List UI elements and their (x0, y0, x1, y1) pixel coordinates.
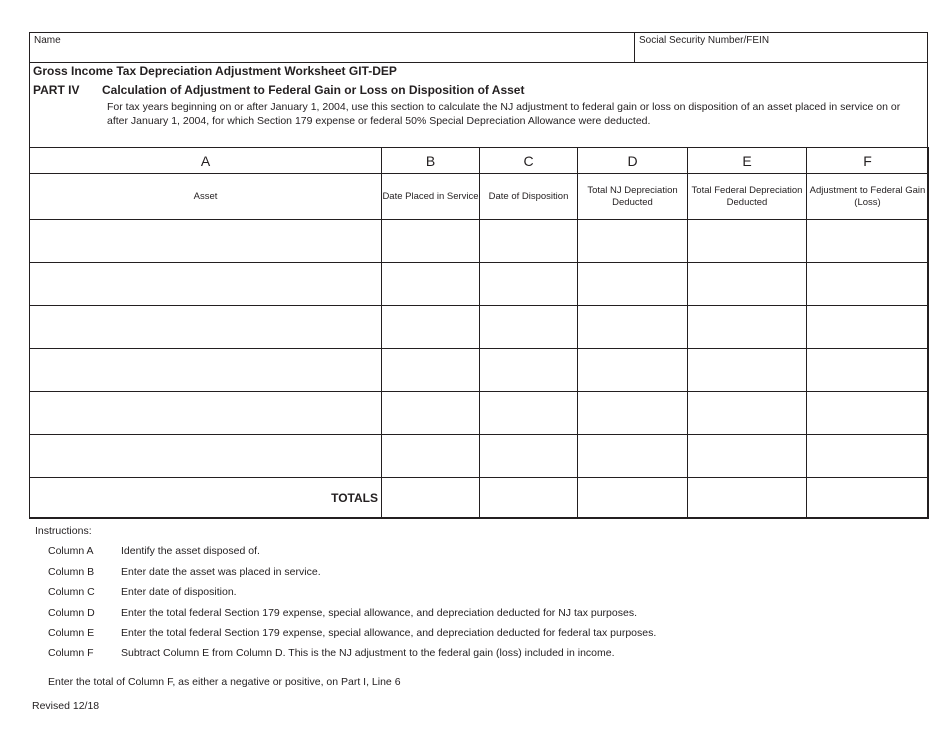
federal-depreciation-cell[interactable] (688, 349, 807, 392)
instructions-heading: Instructions: (35, 525, 92, 537)
date-disposition-cell[interactable] (480, 435, 578, 478)
instruction-column: Column B (48, 566, 95, 578)
asset-cell[interactable] (30, 392, 382, 435)
date-placed-cell[interactable] (382, 220, 480, 263)
adjustment-cell[interactable] (807, 263, 929, 306)
table-row (30, 306, 929, 349)
column-letter-row (30, 148, 929, 174)
instruction-item (48, 586, 237, 598)
federal-depreciation-cell[interactable] (688, 263, 807, 306)
instruction-item (48, 545, 260, 557)
totals-row (30, 478, 929, 519)
date-placed-cell[interactable] (382, 392, 480, 435)
column-letter-d: D (578, 148, 688, 174)
asset-cell[interactable] (30, 349, 382, 392)
instruction-text: Enter date the asset was placed in service. (121, 566, 321, 578)
date-disposition-cell[interactable] (480, 306, 578, 349)
instruction-column: Column D (48, 607, 95, 619)
instruction-text: Enter date of disposition. (121, 586, 237, 598)
revision-date: Revised 12/18 (32, 700, 100, 712)
name-row (30, 33, 927, 63)
table-row (30, 220, 929, 263)
instruction-item (48, 607, 637, 619)
ssn-label: Social Security Number/FEIN (639, 35, 770, 46)
totals-date-disposition-cell[interactable] (480, 478, 578, 519)
instruction-text: Subtract Column E from Column D. This is the NJ adjustment to the federal gain (loss) included in income. (121, 647, 615, 659)
federal-depreciation-cell[interactable] (688, 306, 807, 349)
date-disposition-cell[interactable] (480, 349, 578, 392)
adjustment-cell[interactable] (807, 220, 929, 263)
date-placed-cell[interactable] (382, 349, 480, 392)
date-disposition-cell[interactable] (480, 220, 578, 263)
adjustment-cell[interactable] (807, 392, 929, 435)
part-label: PART IV (33, 83, 80, 97)
totals-adjustment-cell[interactable] (807, 478, 929, 519)
column-header-date-placed: Date Placed in Service (382, 174, 480, 220)
adjustment-cell[interactable] (807, 435, 929, 478)
column-header-nj-depreciation: Total NJ Depreciation Deducted (578, 174, 688, 220)
name-label: Name (34, 35, 61, 46)
instruction-item (48, 627, 656, 639)
asset-cell[interactable] (30, 220, 382, 263)
instruction-column: Column A (48, 545, 94, 557)
instruction-text: Enter the total federal Section 179 expense, special allowance, and depreciation deducted for NJ tax purposes. (121, 607, 637, 619)
instruction-text: Enter the total federal Section 179 expense, special allowance, and depreciation deducted for federal tax purposes. (121, 627, 657, 639)
adjustment-cell[interactable] (807, 306, 929, 349)
date-placed-cell[interactable] (382, 435, 480, 478)
instruction-item (48, 647, 615, 659)
totals-nj-depreciation-cell[interactable] (578, 478, 688, 519)
nj-depreciation-cell[interactable] (578, 349, 688, 392)
nj-depreciation-cell[interactable] (578, 392, 688, 435)
column-letter-f: F (807, 148, 929, 174)
instruction-column: Column E (48, 627, 95, 639)
date-placed-cell[interactable] (382, 306, 480, 349)
disposition-table (29, 147, 929, 519)
column-header-row (30, 174, 929, 220)
column-header-federal-depreciation: Total Federal Depreciation Deducted (688, 174, 807, 220)
instruction-text: Identify the asset disposed of. (121, 545, 260, 557)
instruction-item (48, 566, 321, 578)
worksheet-frame (29, 32, 928, 518)
date-disposition-cell[interactable] (480, 263, 578, 306)
nj-depreciation-cell[interactable] (578, 306, 688, 349)
instruction-column: Column C (48, 586, 95, 598)
column-header-date-disposition: Date of Disposition (480, 174, 578, 220)
column-letter-e: E (688, 148, 807, 174)
instruction-column: Column F (48, 647, 94, 659)
instructions-note: Enter the total of Column F, as either a negative or positive, on Part I, Line 6 (48, 676, 401, 688)
column-letter-a: A (30, 148, 382, 174)
table-row (30, 392, 929, 435)
part-description: For tax years beginning on or after January 1, 2004, use this section to calculate the NJ adjustment to federal gain or loss on disposition of an asset placed in service on or after January 1, 2004, for which Section 179 expense or federal 50% Special Depreciation Allowance were deducted. (107, 101, 901, 127)
table-row (30, 349, 929, 392)
column-header-asset: Asset (30, 174, 382, 220)
ssn-field[interactable] (635, 33, 927, 62)
table-row (30, 263, 929, 306)
table-row (30, 435, 929, 478)
asset-cell[interactable] (30, 435, 382, 478)
asset-cell[interactable] (30, 263, 382, 306)
asset-cell[interactable] (30, 306, 382, 349)
federal-depreciation-cell[interactable] (688, 392, 807, 435)
totals-label: TOTALS (30, 478, 382, 519)
worksheet-title: Gross Income Tax Depreciation Adjustment Worksheet GIT-DEP (33, 64, 397, 78)
column-letter-c: C (480, 148, 578, 174)
totals-federal-depreciation-cell[interactable] (688, 478, 807, 519)
totals-date-placed-cell[interactable] (382, 478, 480, 519)
federal-depreciation-cell[interactable] (688, 220, 807, 263)
adjustment-cell[interactable] (807, 349, 929, 392)
date-placed-cell[interactable] (382, 263, 480, 306)
part-title: Calculation of Adjustment to Federal Gain or Loss on Disposition of Asset (102, 83, 525, 97)
nj-depreciation-cell[interactable] (578, 220, 688, 263)
name-field[interactable] (30, 33, 635, 62)
nj-depreciation-cell[interactable] (578, 435, 688, 478)
nj-depreciation-cell[interactable] (578, 263, 688, 306)
federal-depreciation-cell[interactable] (688, 435, 807, 478)
date-disposition-cell[interactable] (480, 392, 578, 435)
column-letter-b: B (382, 148, 480, 174)
column-header-adjustment: Adjustment to Federal Gain (Loss) (807, 174, 929, 220)
